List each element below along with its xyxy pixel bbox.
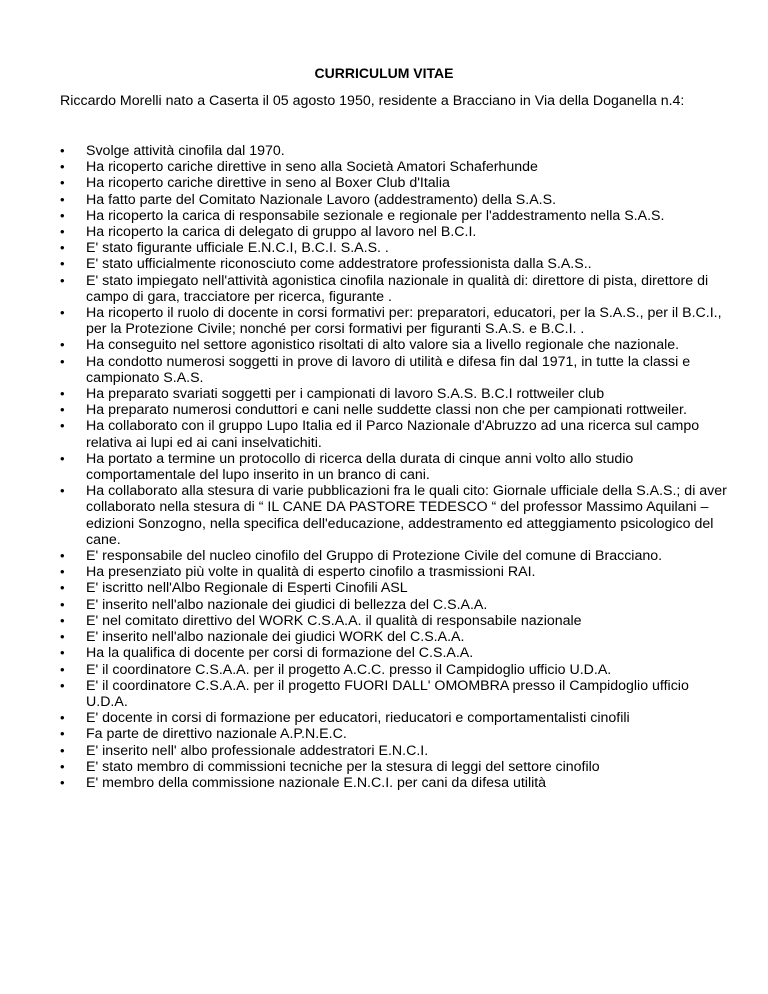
list-item bbox=[56, 613, 728, 629]
list-item bbox=[56, 354, 728, 386]
bullet-icon: • bbox=[60, 402, 65, 418]
list-item bbox=[56, 256, 728, 272]
list-item-text: Ha condotto numerosi soggetti in prove di lavoro di utilità e difesa fin dal 1971, in tutte la classi e campionato S.A.S. bbox=[86, 353, 691, 386]
list-item bbox=[56, 175, 728, 191]
bullet-icon: • bbox=[60, 256, 65, 272]
bullet-icon: • bbox=[60, 742, 65, 758]
list-item bbox=[56, 726, 728, 742]
list-item-text: E' nel comitato direttivo del WORK C.S.A.A. il qualità di responsabile nazionale bbox=[86, 612, 582, 629]
list-item-text: E' stato membro di commissioni tecniche per la stesura di leggi del settore cinofilo bbox=[86, 758, 600, 775]
list-item-text: Ha preparato svariati soggetti per i campionati di lavoro S.A.S. B.C.I rottweiler club bbox=[86, 386, 605, 403]
bullet-icon: • bbox=[60, 661, 65, 677]
list-item bbox=[56, 710, 728, 726]
list-item bbox=[56, 548, 728, 564]
list-item-text: E' stato impiegato nell'attività agonistica cinofila nazionale in qualità di: direttore di pista, direttore di campo di gara, tracciatore per ricerca, figurante . bbox=[86, 272, 709, 305]
list-item bbox=[56, 418, 728, 450]
list-item bbox=[56, 159, 728, 175]
list-item-text: Ha ricoperto la carica di responsabile sezionale e regionale per l'addestramento nella S.A.S. bbox=[86, 207, 665, 224]
list-item bbox=[56, 629, 728, 645]
list-item-text: Ha conseguito nel settore agonistico risoltati di alto valore sia a livello regionale che nazionale. bbox=[86, 337, 680, 354]
list-item bbox=[56, 240, 728, 256]
list-item bbox=[56, 143, 728, 159]
list-item-text: Ha ricoperto cariche direttive in seno al Boxer Club d'Italia bbox=[86, 175, 450, 192]
bullet-icon: • bbox=[60, 629, 65, 645]
intro-paragraph: Riccardo Morelli nato a Caserta il 05 agosto 1950, residente a Bracciano in Via della Doganella n.4: bbox=[60, 93, 685, 109]
list-item-text: Ha ricoperto la carica di delegato di gruppo al lavoro nel B.C.I. bbox=[86, 224, 477, 241]
list-item-text: Ha preparato numerosi conduttori e cani nelle suddette classi non che per campionati rottweiler. bbox=[86, 402, 687, 419]
list-item-text: Ha presenziato più volte in qualità di esperto cinofilo a trasmissioni RAI. bbox=[86, 564, 536, 581]
bullet-icon: • bbox=[60, 191, 65, 207]
list-item-text: E' il coordinatore C.S.A.A. per il progetto A.C.C. presso il Campidoglio ufficio U.D.A. bbox=[86, 661, 612, 678]
bullet-icon: • bbox=[60, 418, 65, 434]
list-item-text: E' iscritto nell'Albo Regionale di Esperti Cinofili ASL bbox=[86, 580, 408, 597]
list-item bbox=[56, 564, 728, 580]
list-item-text: E' inserito nell'albo nazionale dei giudici WORK del C.S.A.A. bbox=[86, 629, 465, 646]
bullet-icon: • bbox=[60, 305, 65, 321]
bullet-icon: • bbox=[60, 580, 65, 596]
bullet-icon: • bbox=[60, 224, 65, 240]
list-item bbox=[56, 597, 728, 613]
list-item-text: Ha portato a termine un protocollo di ricerca della durata di cinque anni volto allo studio comportamentale del lupo inserito in un branco di cani. bbox=[86, 450, 634, 484]
document-title: CURRICULUM VITAE bbox=[314, 65, 454, 81]
list-item bbox=[56, 386, 728, 402]
bullet-icon: • bbox=[60, 758, 65, 774]
list-item-text: E' responsabile del nucleo cinofilo del Gruppo di Protezione Civile del comune di Bracciano. bbox=[86, 548, 663, 565]
bullet-icon: • bbox=[60, 596, 65, 612]
list-item-text: Ha fatto parte del Comitato Nazionale Lavoro (addestramento) della S.A.S. bbox=[86, 191, 557, 208]
list-item bbox=[56, 208, 728, 224]
list-item-text: Svolge attività cinofila dal 1970. bbox=[86, 143, 285, 159]
list-item-text: Ha collaborato con il gruppo Lupo Italia ed il Parco Nazionale d'Abruzzo ad una ricerca sul campo relativa ai lupi ed ai cani inselvatichiti. bbox=[86, 418, 700, 451]
list-item bbox=[56, 224, 728, 240]
bullet-icon: • bbox=[60, 726, 65, 742]
list-item-text: E' stato ufficialmente riconosciuto come addestratore professionista dalla S.A.S.. bbox=[86, 256, 592, 273]
bullet-icon: • bbox=[60, 143, 65, 158]
bullet-icon: • bbox=[60, 548, 65, 564]
bullet-icon: • bbox=[60, 450, 65, 466]
bullet-icon: • bbox=[60, 159, 65, 175]
list-item bbox=[56, 743, 728, 759]
list-item bbox=[56, 337, 728, 353]
list-item bbox=[56, 580, 728, 596]
list-item-text: Ha ricoperto il ruolo di docente in corsi formativi per: preparatori, educatori, per la S.A.S., per il B.C.I., per la Protezione Civile; nonché per corsi formativi per figuranti S.A.S. e B.C.I. . bbox=[86, 305, 722, 338]
list-item-text: E' docente in corsi di formazione per educatori, rieducatori e comportamentalisti cinofili bbox=[86, 710, 630, 727]
list-item-text: Ha ricoperto cariche direttive in seno alla Società Amatori Schaferhunde bbox=[86, 159, 538, 176]
list-item-text: E' inserito nell'albo nazionale dei giudici di bellezza del C.S.A.A. bbox=[86, 596, 488, 613]
bullet-icon: • bbox=[60, 175, 65, 191]
list-item-text: E' il coordinatore C.S.A.A. per il progetto FUORI DALL' OMOMBRA presso il Campidoglio ufficio U.D.A. bbox=[86, 677, 689, 710]
bullet-icon: • bbox=[60, 353, 65, 369]
list-item bbox=[56, 402, 728, 418]
list-item bbox=[56, 645, 728, 661]
bullet-icon: • bbox=[60, 774, 65, 790]
bullet-icon: • bbox=[60, 710, 65, 726]
list-item bbox=[56, 305, 728, 337]
bullet-icon: • bbox=[60, 386, 65, 402]
list-item bbox=[56, 775, 728, 791]
bullet-icon: • bbox=[60, 207, 65, 223]
bullet-icon: • bbox=[60, 240, 65, 256]
list-item bbox=[56, 662, 728, 678]
list-item-text: E' stato figurante ufficiale E.N.C.I, B.C.I. S.A.S. . bbox=[86, 240, 389, 257]
list-item bbox=[56, 483, 728, 548]
list-item-text: Fa parte de direttivo nazionale A.P.N.E.C. bbox=[86, 726, 347, 743]
qualifications-list bbox=[56, 143, 728, 791]
list-item bbox=[56, 759, 728, 775]
list-item-text: Ha la qualifica di docente per corsi di formazione del C.S.A.A. bbox=[86, 645, 474, 662]
bullet-icon: • bbox=[60, 483, 65, 499]
list-item bbox=[56, 273, 728, 305]
list-item-text: E' inserito nell' albo professionale addestratori E.N.C.I. bbox=[86, 742, 429, 759]
list-item bbox=[56, 192, 728, 208]
bullet-icon: • bbox=[60, 645, 65, 661]
list-item bbox=[56, 451, 728, 483]
bullet-icon: • bbox=[60, 337, 65, 353]
list-item-text: E' membro della commissione nazionale E.N.C.I. per cani da difesa utilità bbox=[86, 774, 547, 791]
bullet-icon: • bbox=[60, 612, 65, 628]
bullet-icon: • bbox=[60, 677, 65, 693]
list-item-text: Ha collaborato alla stesura di varie pubblicazioni fra le quali cito: Giornale ufficiale della S.A.S.; di aver collaborato nella stesura di “ IL CANE DA PASTORE TEDESCO “ del professor Massimo Aquilani – edizioni Sonzogno, nella specifica dell'educazione, addestramento ed atteggiamento psicologico del cane. bbox=[86, 483, 727, 548]
bullet-icon: • bbox=[60, 272, 65, 288]
list-item bbox=[56, 678, 728, 710]
bullet-icon: • bbox=[60, 564, 65, 580]
